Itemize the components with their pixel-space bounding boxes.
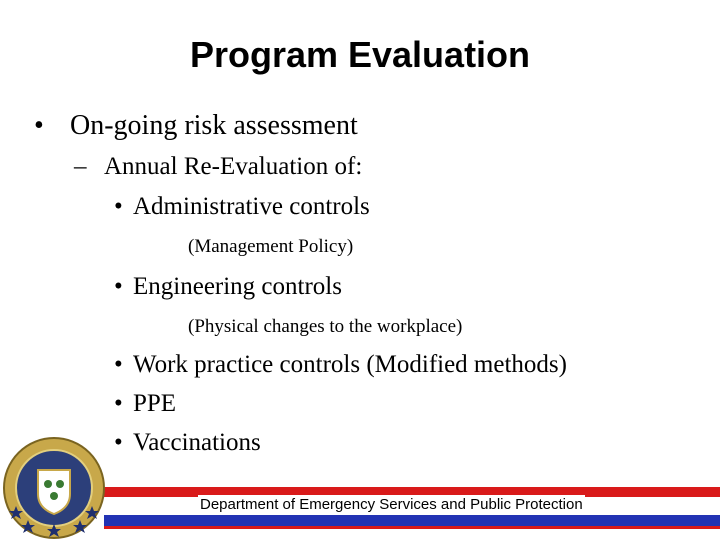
bullet-l3-admin	[114, 193, 370, 221]
bullet-l3-work-practice	[114, 351, 567, 379]
slide-title: Program Evaluation	[189, 34, 531, 75]
bullet-l2-annual	[74, 153, 362, 181]
dash-marker: –	[74, 153, 87, 180]
bullet-l3-engineering	[114, 273, 342, 301]
bullet-l1-risk	[34, 110, 358, 142]
bullet-l3-ppe	[114, 390, 176, 418]
bullet-text: On-going risk assessment	[70, 110, 358, 141]
bullet-marker: •	[114, 351, 123, 378]
footer-blue-stripe	[104, 515, 720, 526]
bullet-text: Annual Re-Evaluation of:	[104, 153, 363, 180]
bullet-marker: •	[114, 429, 123, 456]
bullet-text: Engineering controls	[133, 273, 342, 300]
bullet-marker: •	[34, 110, 44, 141]
bullet-marker: •	[114, 390, 123, 417]
bullet-marker: •	[114, 273, 123, 300]
bullet-marker: •	[114, 193, 123, 220]
bullet-text: Administrative controls	[133, 193, 370, 220]
footer-thin-red-stripe	[104, 526, 720, 529]
bullet-text: Work practice controls (Modified methods)	[133, 351, 567, 378]
seal-icon	[2, 436, 106, 540]
note-physical-changes: (Physical changes to the workplace)	[188, 316, 463, 337]
bullet-l3-vaccinations	[114, 429, 261, 457]
bullet-text: Vaccinations	[133, 429, 261, 456]
bullet-text: PPE	[133, 390, 177, 417]
footer-department-name: Department of Emergency Services and Public Protection	[200, 496, 583, 513]
note-management-policy: (Management Policy)	[188, 236, 354, 257]
